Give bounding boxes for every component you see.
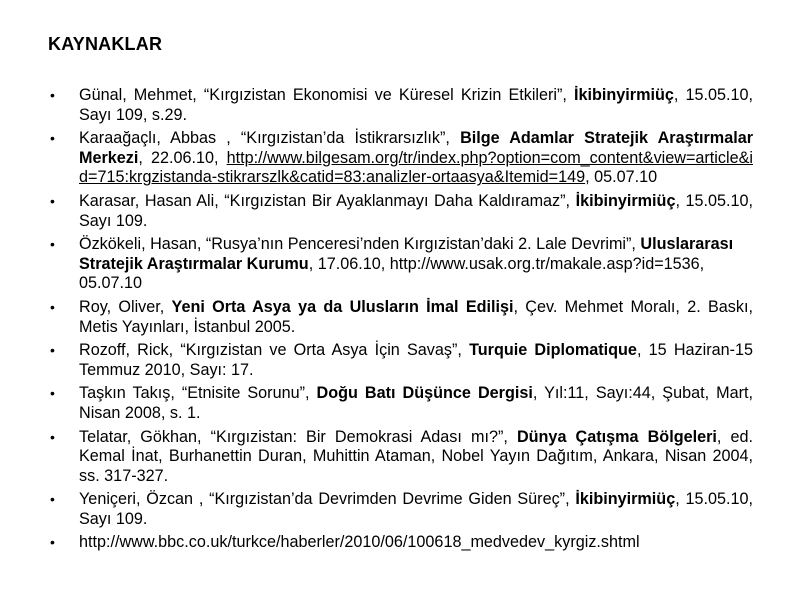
reference-text: Rozoff, Rick, “Kırgızistan ve Orta Asya İçin Savaş”,	[79, 341, 470, 360]
reference-text: , 15.05.10, Sayı 109, s.29.	[79, 86, 753, 124]
bullet-icon: •	[50, 236, 55, 253]
reference-item	[50, 86, 753, 125]
reference-text: , ed. Kemal İnat, Burhanettin Duran, Muhittin Ataman, Nobel Yayın Dağıtım, Ankara, Nisan 2004, ss. 317-327.	[79, 427, 753, 485]
reference-text: Günal, Mehmet, “Kırgızistan Ekonomisi ve Küresel Krizin Etkileri”,	[79, 86, 575, 104]
reference-text: , Yıl:11, Sayı:44, Şubat, Mart, Nisan 2008, s. 1.	[79, 384, 754, 422]
reference-link[interactable]: http://www.bilgesam.org/tr/index.php?option=com_content&view=article&id=715:krgzistanda-stikrarszlk&catid=83:analizler-ortaasya&Itemid=149	[79, 148, 753, 187]
reference-text: Karaağaçlı, Abbas , “Kırgızistan’da İstikrarsızlık”,	[79, 129, 461, 148]
reference-source: İkibinyirmiüç	[575, 191, 676, 210]
bullet-icon: •	[50, 491, 55, 508]
reference-text: , 22.06.10,	[138, 148, 227, 167]
reference-source: Dünya Çatışma Bölgeleri	[516, 427, 717, 446]
bullet-icon: •	[50, 342, 55, 359]
reference-text: , 17.06.10, http://www.usak.org.tr/makale.asp?id=1536, 05.07.10	[79, 254, 705, 293]
reference-source: Doğu Batı Düşünce Dergisi	[316, 384, 533, 403]
reference-item	[50, 235, 753, 294]
bullet-icon: •	[50, 428, 55, 445]
reference-item	[50, 533, 753, 553]
reference-item	[50, 192, 753, 231]
reference-source: Turquie Diplomatique	[469, 341, 637, 360]
reference-text: , 15 Haziran-15 Temmuz 2010, Sayı: 17.	[79, 341, 754, 379]
reference-source: Bilge Adamlar Stratejik Araştırmalar Merkezi	[79, 129, 753, 167]
bullet-icon: •	[50, 534, 55, 551]
reference-source: Yeni Orta Asya ya da Ulusların İmal Edilişi	[171, 297, 514, 316]
reference-text: http://www.bbc.co.uk/turkce/haberler/2010/06/100618_medvedev_kyrgiz.shtml	[79, 533, 640, 552]
bullet-icon: •	[50, 130, 55, 147]
reference-text: Özkökeli, Hasan, “Rusya’nın Penceresi’nden Kırgızistan’daki 2. Lale Devrimi”,	[79, 235, 641, 254]
reference-text: , 05.07.10	[585, 168, 658, 187]
reference-text: Karasar, Hasan Ali, “Kırgızistan Bir Ayaklanmayı Daha Kaldıramaz”,	[79, 191, 576, 210]
reference-item	[50, 428, 753, 487]
reference-list	[50, 86, 753, 557]
reference-item	[50, 384, 753, 423]
reference-text: , Çev. Mehmet Moralı, 2. Baskı, Metis Yayınları, İstanbul 2005.	[79, 297, 753, 336]
reference-text: Taşkın Takış, “Etnisite Sorunu”,	[79, 384, 317, 403]
reference-item	[50, 490, 753, 529]
reference-source: İkibinyirmiüç	[574, 86, 674, 104]
reference-source: Uluslararası Stratejik Araştırmalar Kurumu	[79, 235, 734, 273]
page-title: KAYNAKLAR	[48, 34, 163, 54]
reference-text: , 15.05.10, Sayı 109.	[79, 191, 753, 230]
bullet-icon: •	[50, 192, 55, 209]
reference-text: Telatar, Gökhan, “Kırgızistan: Bir Demokrasi Adası mı?”,	[79, 427, 517, 446]
bullet-icon: •	[50, 298, 55, 315]
reference-text: , 15.05.10, Sayı 109.	[79, 490, 753, 528]
reference-item	[50, 341, 753, 380]
reference-item	[50, 298, 753, 337]
reference-item	[50, 129, 753, 188]
bullet-icon: •	[50, 87, 55, 103]
reference-text: Roy, Oliver,	[79, 297, 172, 316]
bullet-icon: •	[50, 385, 55, 402]
reference-text: Yeniçeri, Özcan , “Kırgızistan’da Devrimden Devrime Giden Süreç”,	[79, 490, 576, 509]
reference-source: İkibinyirmiüç	[575, 490, 676, 509]
